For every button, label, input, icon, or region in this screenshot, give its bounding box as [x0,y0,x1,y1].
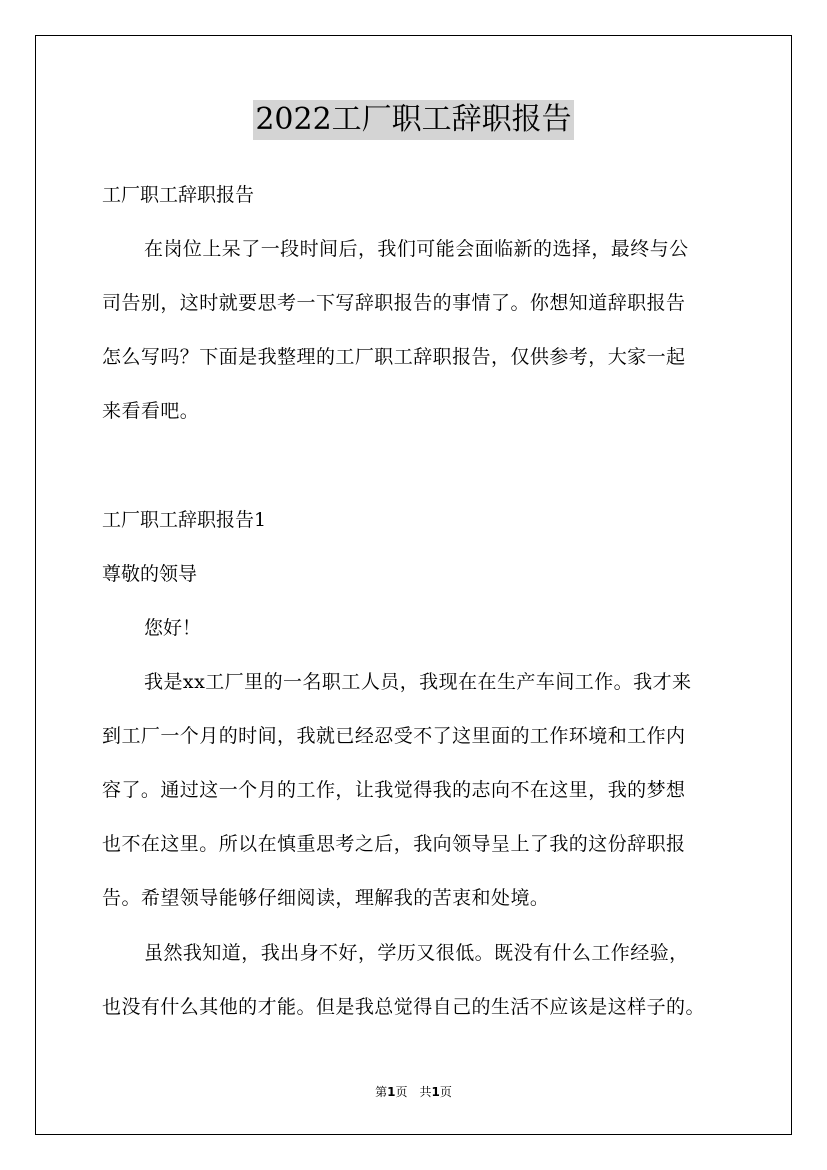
paragraph-line: 我是xx工厂里的一名职工人员，我现在在生产车间工作。我才来 [144,671,692,693]
greeting: 您好！ [144,617,202,639]
footer-mid: 页 共 [395,1085,432,1099]
paragraph-line: 司告别，这时就要思考一下写辞职报告的事情了。你想知道辞职报告 [102,292,686,314]
page-footer [0,1083,827,1100]
paragraph-line: 告。希望领导能够仔细阅读，理解我的苦衷和处境。 [102,887,550,909]
paragraph-line: 来看看吧。 [102,400,200,422]
footer-suffix: 页 [439,1085,452,1099]
paragraph-line: 也没有什么其他的才能。但是我总觉得自己的生活不应该是这样子的。 [102,996,705,1018]
paragraph-line: 到工厂一个月的时间，我就已经忍受不了这里面的工作环境和工作内 [102,725,686,747]
paragraph-line: 在岗位上呆了一段时间后，我们可能会面临新的选择，最终与公 [144,238,689,260]
document-title: 2022工厂职工辞职报告 [253,100,573,140]
title-container [0,100,827,140]
section-heading: 工厂职工辞职报告1 [102,509,267,531]
paragraph-line: 也不在这里。所以在慎重思考之后，我向领导呈上了我的这份辞职报 [102,833,686,855]
section-heading: 工厂职工辞职报告 [102,184,255,206]
footer-page-total: 1 [431,1085,440,1099]
paragraph-line: 怎么写吗？下面是我整理的工厂职工辞职报告，仅供参考，大家一起 [102,346,686,368]
salutation: 尊敬的领导 [102,563,198,585]
paragraph-line: 容了。通过这一个月的工作，让我觉得我的志向不在这里，我的梦想 [102,779,686,801]
footer-prefix: 第 [375,1085,388,1099]
footer-page-number: 1 [387,1085,396,1099]
paragraph-line: 虽然我知道，我出身不好，学历又很低。既没有什么工作经验， [144,942,689,964]
